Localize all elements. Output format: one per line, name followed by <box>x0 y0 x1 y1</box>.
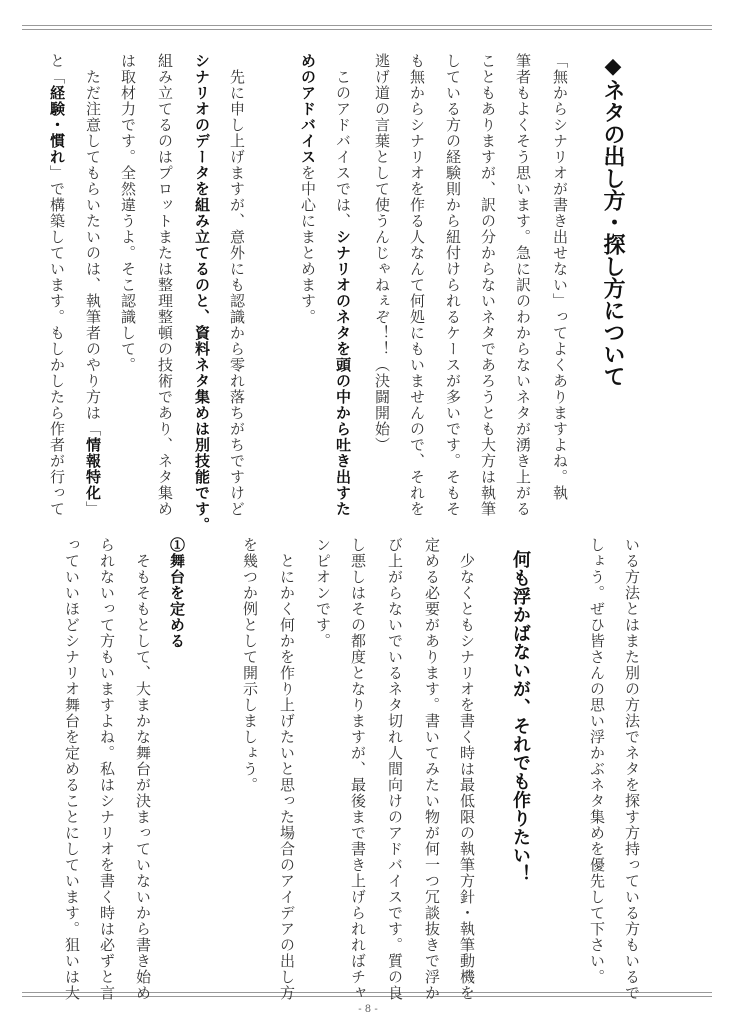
text-segment: このアドバイスでは、 <box>334 53 352 229</box>
text-segment: そもそもとして、大まかな舞台が決まっていないから書き始め <box>134 537 152 1001</box>
text-segment: 組み立てるのはプロットまたは整理整頓の技術であり、ネタ集め <box>156 53 174 517</box>
bottom-rule <box>22 992 712 997</box>
text-column-top <box>409 53 425 517</box>
text-segment: 先に申し上げますが、意外にも認識から零れ落ちがちですけど <box>228 53 246 517</box>
text-segment: とにかく何かを作り上げたいと思った場合のアイデアの出し方 <box>278 537 296 1001</box>
page-number: - 8 - <box>358 1004 378 1015</box>
bold-text: 情報特化 <box>84 437 102 501</box>
text-column-top <box>85 53 101 517</box>
top-rule <box>22 25 712 30</box>
text-column-bottom <box>387 537 403 1001</box>
bold-text: めのアドバイス <box>299 53 317 165</box>
text-column-top <box>480 53 496 517</box>
text-segment: し悪しはその都度となりますが、最後まで書き上げられればチャ <box>349 537 367 1001</box>
bold-text: ①舞台を定める <box>168 537 186 649</box>
text-column-bottom <box>315 537 331 649</box>
text-segment: と「 <box>48 53 66 85</box>
section-title: ◆ネタの出し方・探し方について <box>600 53 626 387</box>
text-segment: っていいほどシナリオ舞台を定めることにしています。狙いは大 <box>63 537 81 1001</box>
text-segment: ンピオンです。 <box>314 537 332 649</box>
text-column-bottom <box>279 537 295 1001</box>
text-column-bottom <box>242 537 258 793</box>
text-segment: は取材力です。全然違うよ。そこ認識して。 <box>119 53 137 373</box>
text-column-top <box>49 53 65 517</box>
text-segment: ただ注意してもらいたいのは、執筆者のやり方は「 <box>84 53 102 437</box>
text-column-top <box>157 53 173 517</box>
text-segment: も無からシナリオを作る人なんて何処にもいませんので、それを <box>408 53 426 517</box>
text-column-top <box>120 53 136 373</box>
text-segment: 筆者もよくそう思います。急に訳のわからないネタが湧き上がる <box>514 53 532 517</box>
text-column-top <box>335 53 351 517</box>
text-segment: こともありますが、訳の分からないネタであろうとも大方は執筆 <box>479 53 497 517</box>
text-column-bottom <box>624 537 640 1001</box>
text-segment: 」 <box>84 501 102 517</box>
text-segment: られないって方もいますよね。私はシナリオを書く時は必ずと言 <box>98 537 116 1001</box>
text-segment: 逃げ道の言葉として使うんじゃねぇぞ！！（決闘開始） <box>373 53 391 453</box>
text-column-bottom <box>424 537 440 1001</box>
text-segment: している方の経験則から紐付けられるケースが多いです。そもそ <box>444 53 462 517</box>
text-segment: 「無からシナリオが書き出せない」ってよくありますよね。執 <box>551 53 569 501</box>
text-column-top <box>300 53 316 325</box>
text-segment: 」で構築しています。もしかしたら作者が行って <box>48 165 66 517</box>
text-segment: を中心にまとめます。 <box>299 165 317 325</box>
bold-text: シナリオのネタを頭の中から吐き出すた <box>334 229 352 517</box>
text-column-bottom <box>99 537 115 1001</box>
text-column-bottom <box>64 537 80 1001</box>
subsection-heading: 何も浮かばないが、それでも作りたい！ <box>510 550 531 883</box>
text-column-top <box>194 53 210 533</box>
text-column-bottom <box>135 537 151 1001</box>
text-column-bottom <box>589 537 605 985</box>
text-segment: いる方法とはまた別の方法でネタを探す方持っている方もいるで <box>623 537 641 1001</box>
text-column-top <box>374 53 390 453</box>
text-column-top <box>229 53 245 517</box>
text-segment: しょう。ぜひ皆さんの思い浮かぶネタ集めを優先して下さい。 <box>588 537 606 985</box>
text-column-bottom <box>350 537 366 1001</box>
text-segment: を幾つか例として開示しましょう。 <box>241 537 259 793</box>
text-segment: 少なくともシナリオを書く時は最低限の執筆方針・執筆動機を <box>458 537 476 1001</box>
text-column-top <box>552 53 568 501</box>
text-segment: び上がらないでいるネタ切れ人間向けのアドバイスです。質の良 <box>386 537 404 1001</box>
text-column-bottom <box>169 537 185 649</box>
text-column-top <box>445 53 461 517</box>
text-column-bottom <box>459 537 475 1001</box>
bold-text: シナリオのデータを組み立てるのと、資料ネタ集めは別技能です。 <box>193 53 211 533</box>
text-segment: 定める必要があります。書いてみたい物が何一つ冗談抜きで浮か <box>423 537 441 1001</box>
bold-text: 経験・慣れ <box>48 85 66 165</box>
text-column-top <box>515 53 531 517</box>
